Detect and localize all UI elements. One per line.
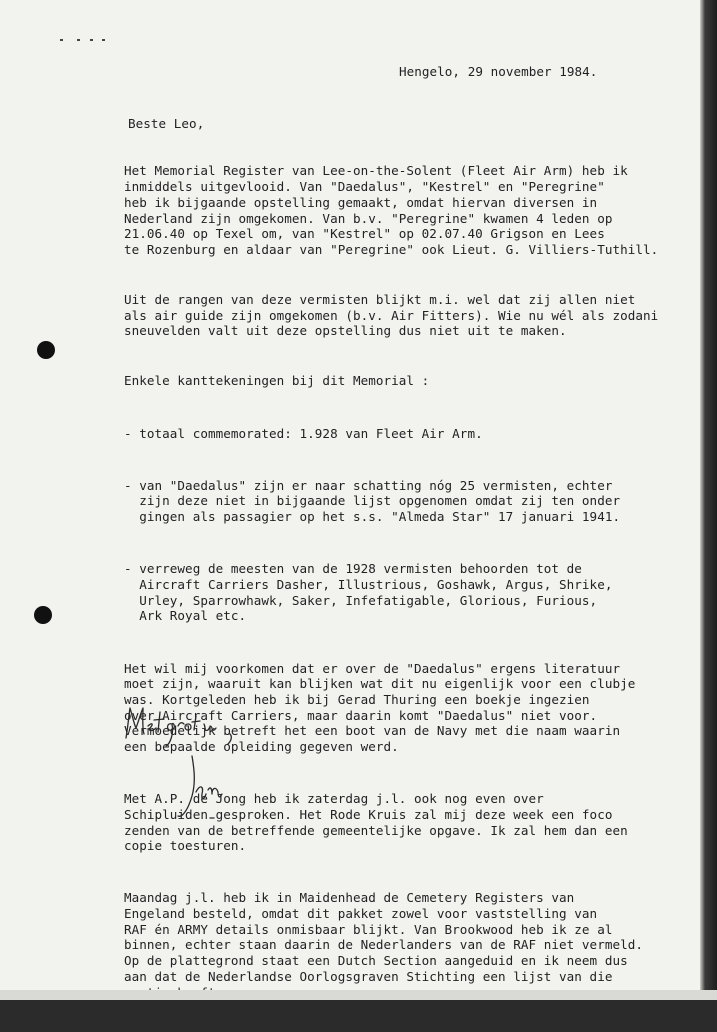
handwritten-closing: [120, 700, 250, 750]
note-total: - totaal commemorated: 1.928 van Fleet Air Arm.: [124, 425, 483, 441]
paragraph-notes-heading: Enkele kanttekeningen bij dit Memorial :: [124, 372, 430, 388]
punch-hole-top: [37, 341, 55, 359]
note-carriers: - verreweg de meesten van de 1928 vermisten behoorden tot de Aircraft Carriers Dasher, Illustrious, Goshawk, Argus, Shrike, Urley, Sparrowhawk, Saker, Infefatigable, Glorious, Furious, Ark Royal etc.: [124, 561, 613, 624]
letter-body: [124, 132, 658, 1032]
paragraph-literature: Het wil mij voorkomen dat er over de "Daedalus" ergens literatuur moet zijn, waaruit kan blijken wat dit nu eigenlijk voor een clubje was. Kortgeleden heb ik bij Gerad Thuring een boekje ingezien over Aircraft Carriers, maar daarin komt "Daedalus" niet voor. Vermoedelijk betreft het een boot van de Navy met die naam waarin een bepaalde opleiding gegeven werd.: [124, 660, 636, 755]
paragraph-intro: Het Memorial Register van Lee-on-the-Solent (Fleet Air Arm) heb ik inmiddels uitgevlooid. Van "Daedalus", "Kestrel" en "Peregrine" heb ik bijgaande opstelling gemaakt, omdat hiervan diversen in Nederland zijn omgekomen. Van b.v. "Peregrine" kwamen 4 leden op 21.06.40 op Texel om, van "Kestrel" op 02.07.40 Grigson en Lees te Rozenburg en aldaar van "Peregrine" ook Lieut. G. Villiers-Tuthill.: [124, 163, 659, 257]
note-daedalus: - van "Daedalus" zijn er naar schatting nóg 25 vermisten, echter zijn deze niet in bijgaande lijst opgenomen omdat zij ten onder gingen als passagier op het s.s. "Almeda Star" 17 januari 1941.: [124, 477, 621, 525]
paragraph-ranks: Uit de rangen van deze vermisten blijkt m.i. wel dat zij allen niet als air guide zijn omgekomen (b.v. Air Fitters). Wie nu wél als zodani sneuvelden valt uit deze opstelling dus niet uit te maken.: [124, 292, 659, 339]
paragraph-cemetery: Maandag j.l. heb ik in Maidenhead de Cemetery Registers van Engeland besteld, omdat dit pakket zowel voor vaststelling van RAF én ARMY details onmisbaar blijkt. Van Brookwood heb ik ze al binnen, echter staan daarin de Nederlanders van de RAF niet vermeld. Op de plattegrond staat een Dutch Section aangeduid en ik neem dus aan dat de Nederlandse Oorlogsgraven Stichting een lijst van die: [124, 890, 643, 984]
date-line: Hengelo, 29 november 1984.: [399, 64, 598, 79]
paragraph-schipluiden: Met A.P. de Jong heb ik zaterdag j.l. ook nog even over Schipluiden gesproken. Het Rode Kruis zal mij deze week een foco zenden van de betreffende gemeentelijke opgave. Ik zal hem dan een copie toesturen.: [124, 791, 628, 854]
handwritten-signature: [170, 752, 240, 824]
salutation: Beste Leo,: [128, 116, 205, 131]
punch-hole-bottom: [34, 606, 52, 624]
scanner-edge-bottom: [0, 990, 717, 1000]
scanner-edge-right: [700, 0, 717, 1000]
